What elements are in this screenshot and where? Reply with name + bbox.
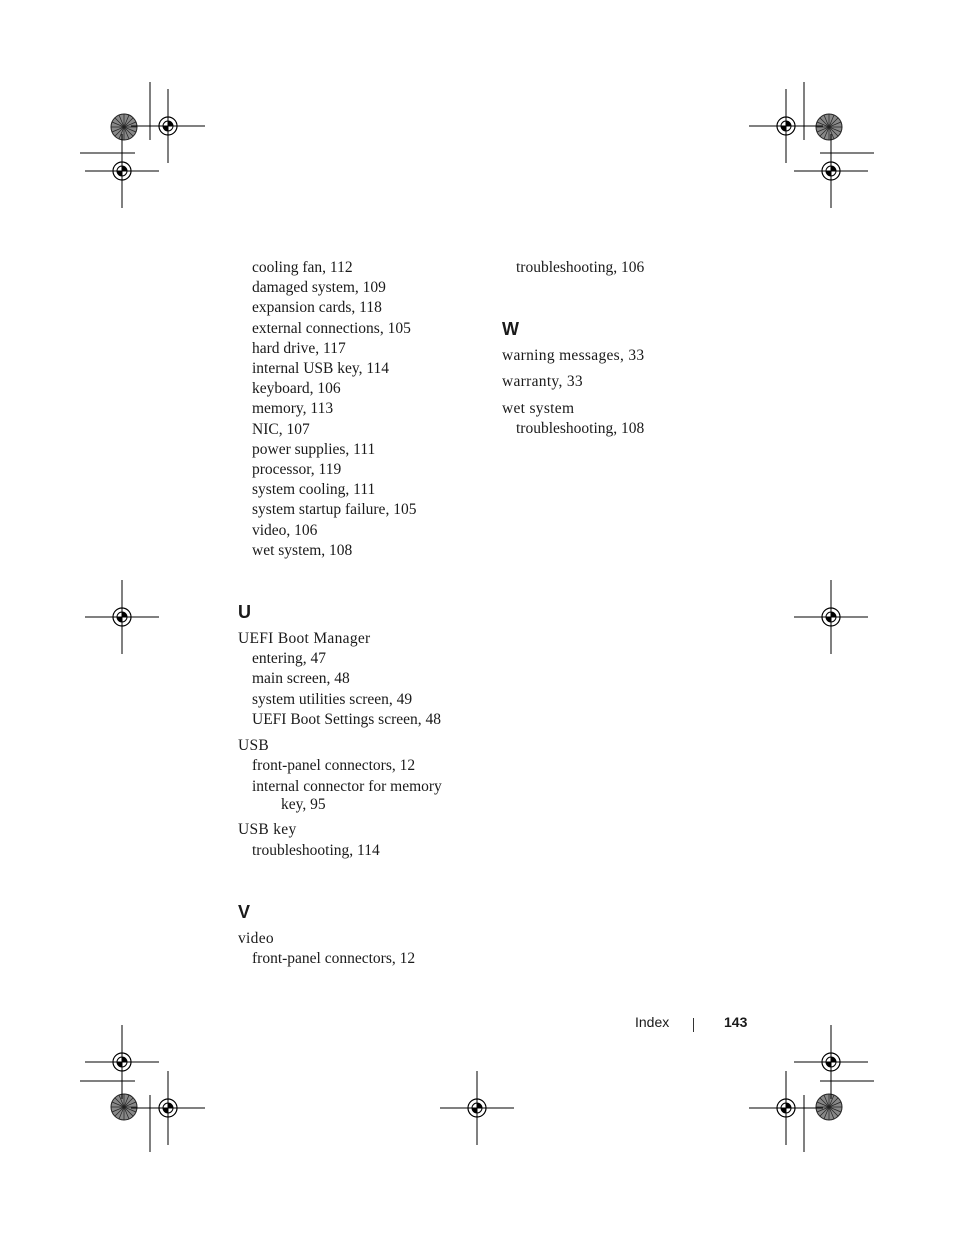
index-subentry: entering, 47	[252, 650, 327, 668]
index-entry-video: video	[238, 929, 274, 947]
index-subentry: internal USB key, 114	[252, 360, 390, 378]
index-subentry: external connections, 105	[252, 319, 411, 337]
index-subentry: keyboard, 106	[252, 380, 341, 398]
section-letter-u: U	[238, 602, 251, 623]
crosshair-mark	[85, 1025, 159, 1099]
index-column-right	[502, 258, 732, 439]
crosshair-mark	[794, 580, 868, 654]
index-subentry: front-panel connectors, 12	[252, 757, 416, 775]
t-subentry-list	[238, 258, 468, 561]
index-subentry: NIC, 107	[252, 420, 310, 438]
index-subentry: system utilities screen, 49	[252, 690, 413, 708]
starburst-mark	[111, 114, 137, 140]
index-subentry: video, 106	[252, 521, 318, 539]
crosshair-mark	[749, 89, 823, 163]
index-subentry: power supplies, 111	[252, 440, 376, 458]
starburst-mark	[111, 1094, 137, 1120]
index-subentry: cooling fan, 112	[252, 259, 353, 276]
section-letter-w: W	[502, 319, 519, 340]
index-subentry: internal connector for memory	[252, 778, 442, 796]
crosshair-mark	[794, 1025, 868, 1099]
index-subentry: hard drive, 117	[252, 339, 346, 357]
index-entry-warning-messages: warning messages, 33	[502, 347, 645, 365]
footer-separator	[693, 1018, 694, 1032]
index-subentry: damaged system, 109	[252, 279, 386, 297]
starburst-mark	[816, 1094, 842, 1120]
index-subentry: memory, 113	[252, 400, 334, 418]
index-entry-warranty: warranty, 33	[502, 373, 583, 391]
crosshair-mark	[131, 1071, 205, 1145]
crosshair-mark	[85, 580, 159, 654]
index-subentry-continuation: key, 95	[281, 796, 326, 814]
crosshair-mark	[131, 89, 205, 163]
index-entry-wet-system: wet system	[502, 399, 575, 417]
index-subentry: system startup failure, 105	[252, 501, 417, 519]
page-number: 143	[724, 1014, 748, 1030]
index-subentry: system cooling, 111	[252, 481, 376, 499]
index-subentry: troubleshooting, 114	[252, 841, 380, 859]
index-column-left	[238, 258, 468, 969]
index-entry-uefi-boot-manager: UEFI Boot Manager	[238, 630, 371, 648]
index-subentry: wet system, 108	[252, 541, 353, 559]
crosshair-mark	[749, 1071, 823, 1145]
section-letter-v: V	[238, 901, 251, 922]
index-entry-usb-key: USB key	[238, 821, 297, 839]
index-subentry: main screen, 48	[252, 670, 350, 688]
starburst-mark	[816, 114, 842, 140]
index-subentry: processor, 119	[252, 461, 342, 479]
index-subentry: troubleshooting, 106	[516, 259, 645, 276]
index-subentry: expansion cards, 118	[252, 299, 382, 317]
index-entry-usb: USB	[238, 737, 270, 755]
index-subentry: UEFI Boot Settings screen, 48	[252, 710, 441, 728]
crosshair-mark	[85, 134, 159, 208]
index-subentry: troubleshooting, 108	[516, 419, 645, 437]
footer-section-label: Index	[635, 1014, 670, 1030]
index-subentry: front-panel connectors, 12	[252, 950, 416, 968]
crosshair-mark	[440, 1071, 514, 1145]
crosshair-mark	[794, 134, 868, 208]
